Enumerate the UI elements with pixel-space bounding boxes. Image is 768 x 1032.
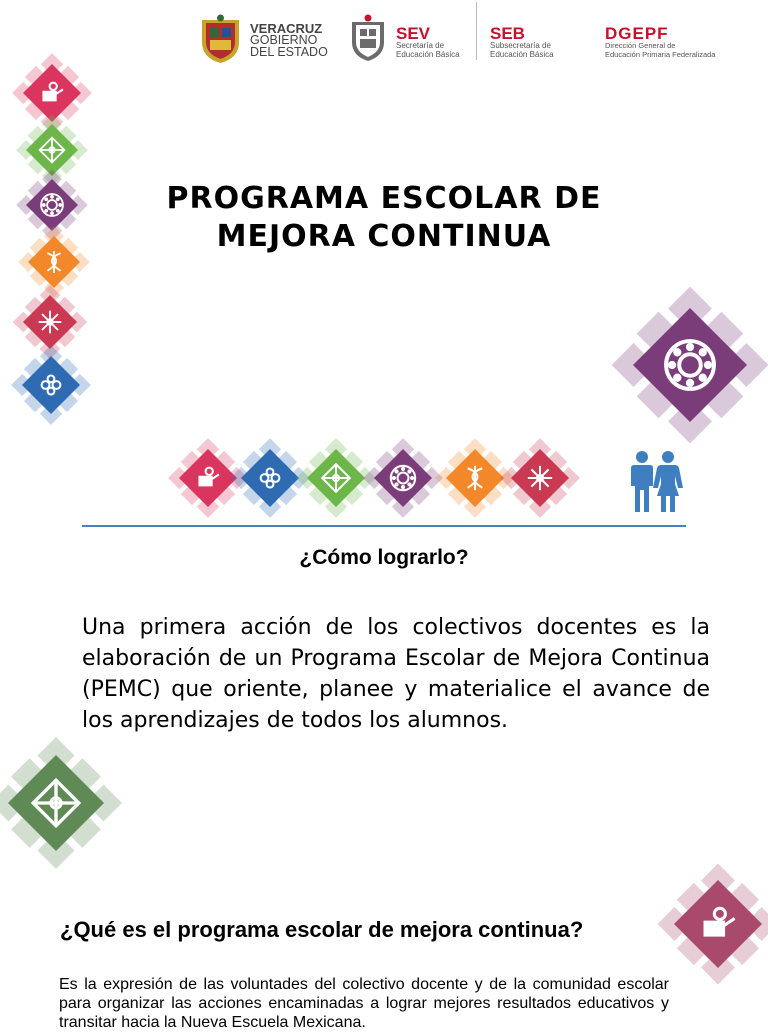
- page-title: [150, 180, 618, 256]
- seb-line1: Subsecretaría de: [490, 41, 554, 50]
- lower-right-motif: [658, 864, 768, 985]
- row-motif-6: [500, 438, 580, 518]
- title-line2: MEJORA CONTINUA: [150, 218, 618, 256]
- section1-heading: ¿Cómo lograrlo?: [150, 546, 618, 570]
- section2-heading: ¿Qué es el programa escolar de mejora continua?: [60, 917, 583, 943]
- dgepf-line2: Educación Primaria Federalizada: [605, 50, 715, 59]
- dgepf-line1: Dirección General de: [605, 41, 715, 50]
- sev-line2: Educación Básica: [396, 50, 460, 59]
- flower-motif-icon: [528, 466, 552, 490]
- section-divider: [82, 525, 686, 527]
- row-motif-4: [363, 438, 443, 518]
- seb-line2: Educación Básica: [490, 50, 554, 59]
- people-icon: [628, 450, 684, 514]
- left-motif-4: [18, 226, 90, 298]
- sev-name: SEV: [396, 24, 430, 44]
- dgepf-name: DGEPF: [605, 24, 669, 44]
- left-motif-6: [11, 345, 91, 425]
- title-line1: PROGRAMA ESCOLAR DE: [150, 180, 618, 218]
- veracruz-line1: GOBIERNO: [250, 34, 328, 46]
- lower-left-motif: [0, 737, 122, 869]
- veracruz-line2: DEL ESTADO: [250, 46, 328, 58]
- sev-line1: Secretaría de: [396, 41, 460, 50]
- section2-body: Es la expresión de las voluntades del colectivo docente y de la comunidad escolar para organizar las acciones encaminadas a lograr mejores resultados educativos y transitar hacia la Nueva Escuela Mexicana.: [59, 975, 669, 1032]
- flower-motif-icon: [39, 311, 62, 334]
- veracruz-name: VERACRUZ: [250, 22, 322, 35]
- seb-name: SEB: [490, 24, 525, 44]
- section1-body: Una primera acción de los colectivos docentes es la elaboración de un Programa Escolar de Mejora Continua (PEMC) que oriente, planee y materialice el avance de los aprendizajes de todos los alumnos.: [82, 612, 710, 736]
- right-large-motif: [612, 287, 768, 444]
